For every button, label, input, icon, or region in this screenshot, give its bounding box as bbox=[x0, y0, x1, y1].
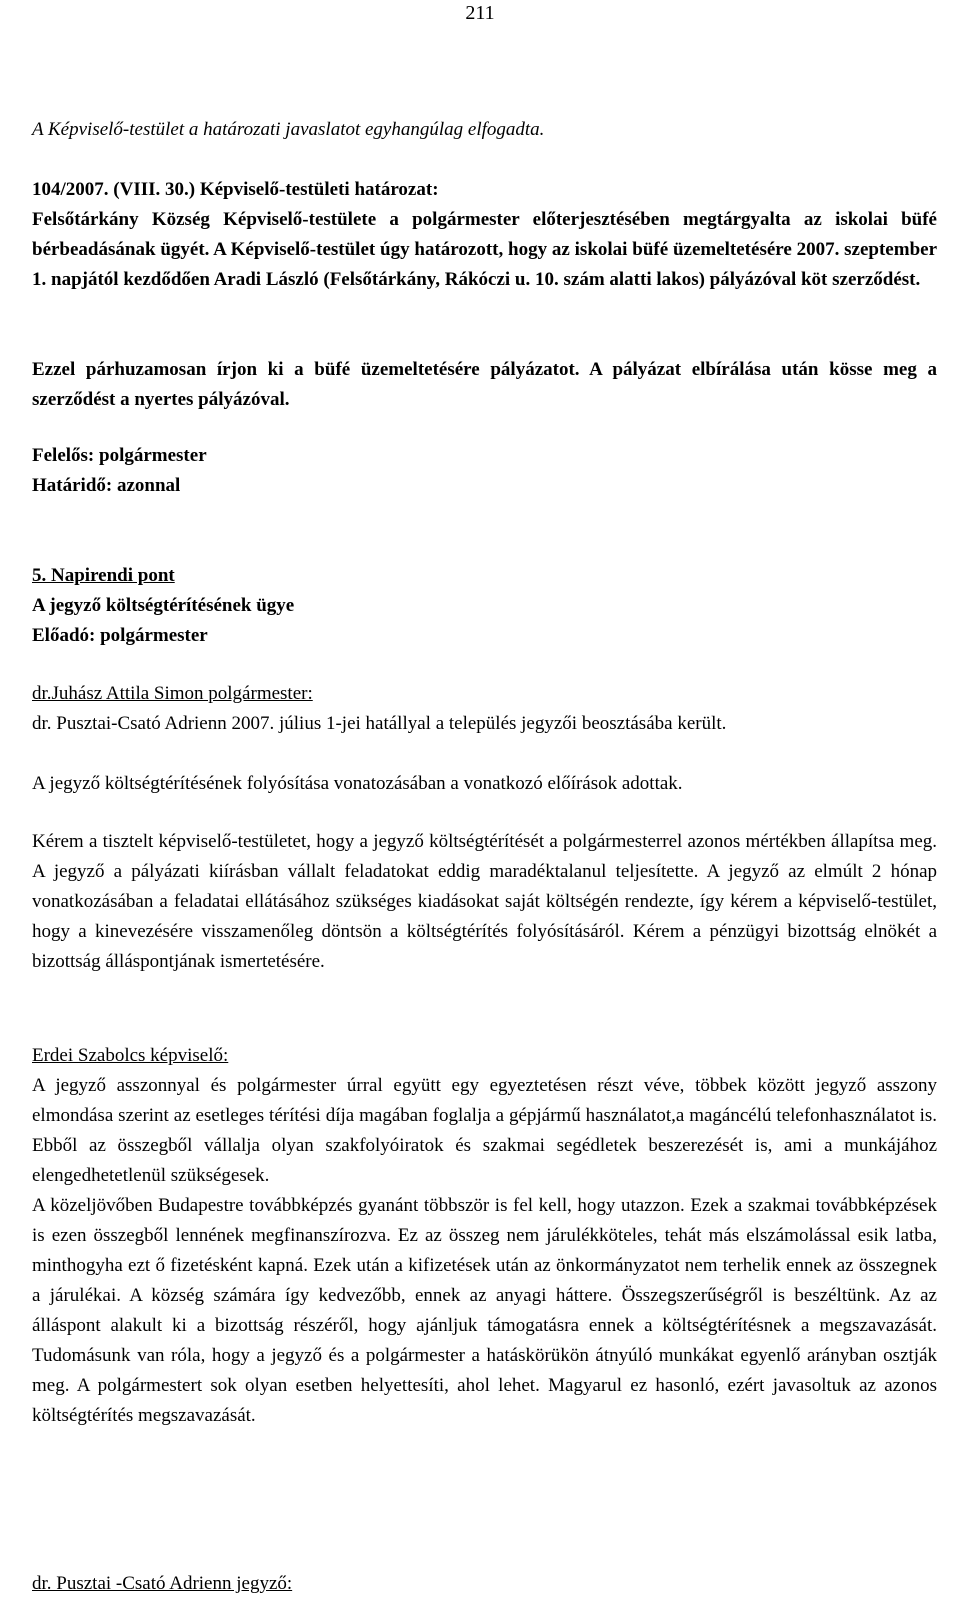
resolution-text: Felsőtárkány Község Képviselő-testülete a polgármester előterjesztésében megtárgyalta az iskolai büfé bérbeadásának ügyét. A Képviselő-testület úgy határozott, hogy az iskolai büfé üzemeltetésére 2007. szeptember 1. napjától kezdődően Aradi László (Felsőtárkány, Rákóczi u. 10. szám alatti lakos) pályázóval köt szerződést. bbox=[32, 209, 937, 290]
responsible: Felelős: polgármester bbox=[32, 445, 207, 466]
speaker-mayor: dr.Juhász Attila Simon polgármester: bbox=[32, 683, 313, 704]
agenda-title: 5. Napirendi pont bbox=[32, 565, 175, 586]
vote-result: A Képviselő-testület a határozati javaslatot egyhangúlag elfogadta. bbox=[32, 119, 545, 140]
speaker-erdei: Erdei Szabolcs képviselő: bbox=[32, 1045, 229, 1066]
agenda-speaker: Előadó: polgármester bbox=[32, 625, 208, 646]
deadline: Határidő: azonnal bbox=[32, 475, 181, 496]
mayor-paragraph-1: dr. Pusztai-Csató Adrienn 2007. július 1-jei hatállyal a település jegyzői beosztásába került. bbox=[32, 713, 727, 734]
resolution-text-2: Ezzel párhuzamosan írjon ki a büfé üzemeltetésére pályázatot. A pályázat elbírálása után kösse meg a szerződést a nyertes pályázóval. bbox=[32, 359, 937, 410]
page-number: 211 bbox=[465, 2, 495, 24]
resolution-title: 104/2007. (VIII. 30.) Képviselő-testületi határozat: bbox=[32, 179, 439, 200]
erdei-paragraph-2: A közeljövőben Budapestre továbbképzés gyanánt többször is fel kell, hogy utazzon. Ezek a szakmai továbbképzések is ezen összegből lennének megfinanszírozva. Ez az összeg nem járulékköteles, tehát más elszámolással esik latba, minthogyha ezt ő fizetésként kapná. Ezek után a kifizetések után az önkormányzatot nem terhelik ennek az összegnek a járulékai. A község számára így kedvezőbb, ennek az anyagi háttere. Összegszerűségről is beszéltünk. Az az álláspont alakult ki a bizottság részéről, hogy ajánljuk támogatásra ennek a költségtérítésnek a megszavazását. Tudomásunk van róla, hogy a jegyző és a polgármester a hatáskörükön átnyúló munkákat egyenlő arányban osztják meg. A polgármestert sok olyan esetben helyettesíti, ahol lehet. Magyarul ez hasonló, ezért javasoltuk az azonos költségtérítés megszavazását. bbox=[32, 1195, 937, 1426]
agenda-subject: A jegyző költségtérítésének ügye bbox=[32, 595, 295, 616]
speaker-notary: dr. Pusztai -Csató Adrienn jegyző: bbox=[32, 1573, 293, 1594]
mayor-paragraph-2: A jegyző költségtérítésének folyósítása vonatozásában a vonatkozó előírások adottak. bbox=[32, 773, 683, 794]
mayor-paragraph-3: Kérem a tisztelt képviselő-testületet, hogy a jegyző költségtérítését a polgármesterrel azonos mértékben állapítsa meg. A jegyző a pályázati kiírásban vállalt feladatokat eddig maradéktalanul teljesítette. A jegyző az elmúlt 2 hónap vonatkozásában a feladatai ellátásához szükséges kiadásokat saját költségén rendezte, így kérem a képviselő-testület, hogy a kinevezésére visszamenőleg döntsön a költségtérítés folyósításáról. Kérem a pénzügyi bizottság elnökét a bizottság álláspontjának ismertetésére. bbox=[32, 831, 937, 972]
erdei-paragraph-1: A jegyző asszonnyal és polgármester úrral együtt egy egyeztetésen részt véve, többek között jegyző asszony elmondása szerint az esetleges térítési díja magában foglalja a gépjármű használatot,a magáncélú telefonhasználatot is. Ebből az összegből vállalja olyan szakfolyóiratok és szakmai segédletek beszerezését is, ami a munkájához elengedhetetlenül szükségesek. bbox=[32, 1075, 937, 1186]
